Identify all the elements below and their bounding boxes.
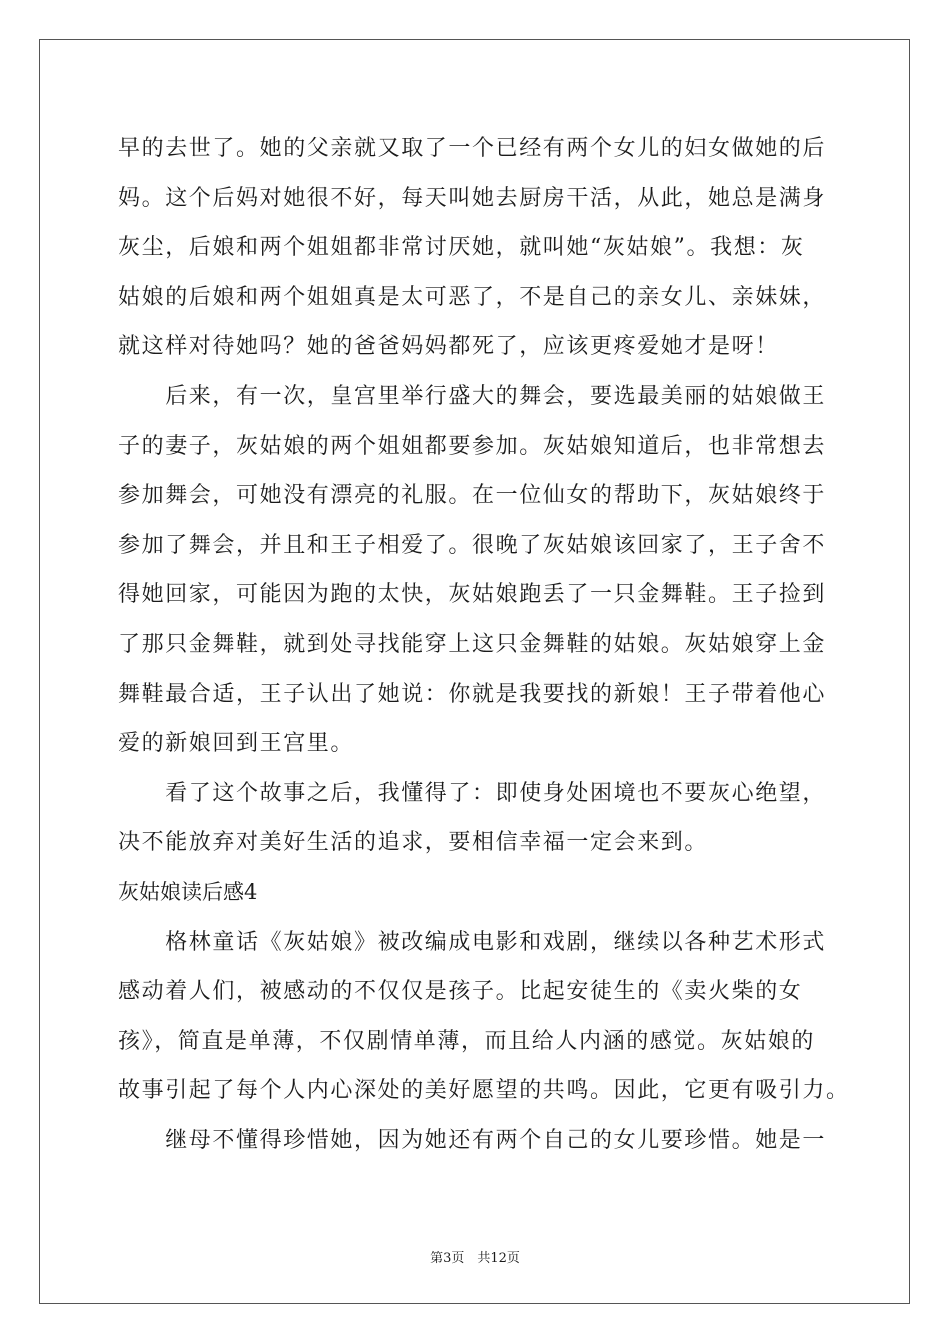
- text-line: 舞鞋最合适，王子认出了她说：你就是我要找的新娘！王子带着他心: [118, 681, 827, 707]
- text-line: 参加舞会，可她没有漂亮的礼服。在一位仙女的帮助下，灰姑娘终于: [118, 483, 827, 509]
- text-line: 爱的新娘回到王宫里。: [118, 731, 355, 757]
- text-line: 了那只金舞鞋，就到处寻找能穿上这只金舞鞋的姑娘。灰姑娘穿上金: [118, 631, 827, 657]
- text-line: 妈。这个后妈对她很不好，每天叫她去厨房干活，从此，她总是满身: [118, 185, 827, 211]
- section-heading: 灰姑娘读后感4: [118, 879, 258, 904]
- text-line: 感动着人们，被感动的不仅仅是孩子。比起安徒生的《卖火柴的女: [118, 979, 803, 1005]
- text-line: 格林童话《灰姑娘》被改编成电影和戏剧，继续以各种艺术形式: [118, 929, 827, 955]
- text-line: 继母不懂得珍惜她，因为她还有两个自己的女儿要珍惜。她是一: [118, 1127, 827, 1153]
- text-line: 得她回家，可能因为跑的太快，灰姑娘跑丢了一只金舞鞋。王子捡到: [118, 582, 827, 608]
- text-line: 子的妻子，灰姑娘的两个姐姐都要参加。灰姑娘知道后，也非常想去: [118, 433, 827, 459]
- text-line: 姑娘的后娘和两个姐姐真是太可恶了，不是自己的亲女儿、亲妹妹，: [118, 284, 827, 310]
- text-line: 早的去世了。她的父亲就又取了一个已经有两个女儿的妇女做她的后: [118, 136, 827, 161]
- text-line: 故事引起了每个人内心深处的美好愿望的共鸣。因此，它更有吸引力。: [118, 1078, 850, 1104]
- text-line: 参加了舞会，并且和王子相爱了。很晚了灰姑娘该回家了，王子舍不: [118, 532, 827, 558]
- text-line: 后来，有一次，皇宫里举行盛大的舞会，要选最美丽的姑娘做王: [118, 383, 827, 409]
- page-number-footer: 第3页 共12页: [430, 1251, 520, 1266]
- text-line: 就这样对待她吗？她的爸爸妈妈都死了，应该更疼爱她才是呀！: [118, 334, 779, 360]
- text-line: 决不能放弃对美好生活的追求，要相信幸福一定会来到。: [118, 830, 709, 856]
- text-line: 孩》，简直是单薄，不仅剧情单薄，而且给人内涵的感觉。灰姑娘的: [118, 1028, 816, 1054]
- text-line: 灰尘，后娘和两个姐姐都非常讨厌她，就叫她“灰姑娘”。我想：灰: [118, 235, 805, 261]
- document-body: [118, 124, 850, 1165]
- text-line: 看了这个故事之后，我懂得了：即使身处困境也不要灰心绝望，: [118, 780, 827, 806]
